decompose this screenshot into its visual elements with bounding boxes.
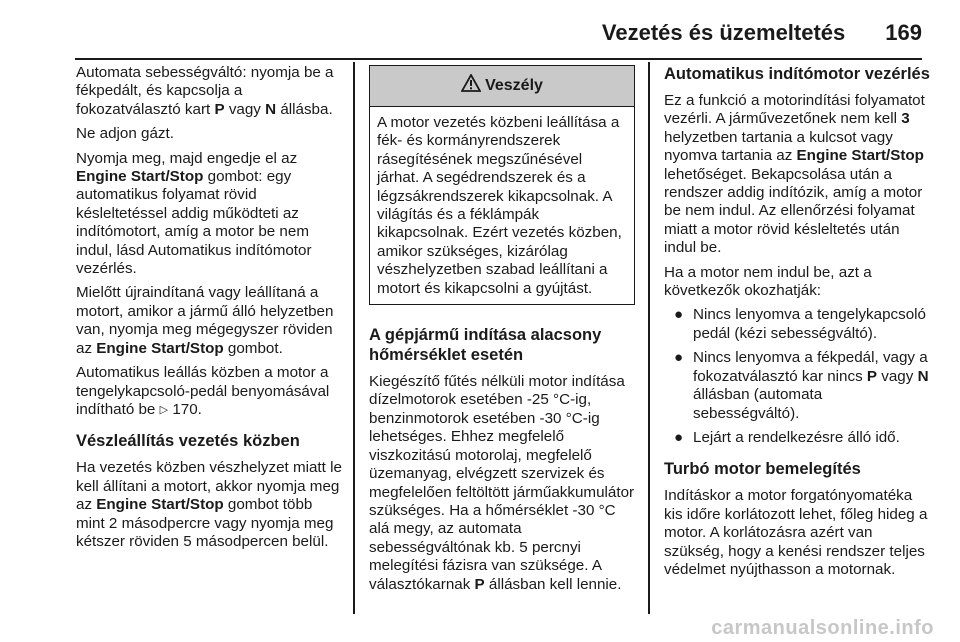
paragraph: Automata sebességváltó: nyomja be a fékpedált, és kapcsolja a fokozatválasztó kart P vagy N állásba. bbox=[76, 64, 334, 118]
list-item: ● Nincs lenyomva a fékpedál, vagy a fokozatválasztó kar nincs P vagy N állásban (automata sebességváltó). bbox=[674, 349, 929, 422]
danger-header bbox=[370, 66, 634, 107]
list-item: ● Lejárt a rendelkezésre álló idő. bbox=[674, 428, 900, 446]
paragraph: Ha a motor nem indul be, azt a következők okozhatják: bbox=[664, 263, 872, 300]
column-divider-2 bbox=[648, 62, 650, 614]
page-number: 169 bbox=[885, 20, 922, 45]
paragraph: Ez a funkció a motorindítási folyamatot vezérli. A járművezetőnek nem kell 3 helyzetben tartania a kulcsot vagy nyomva tartania az Engine Start/Stop lehetőséget. Bekapcsolása után a rendszer addig indítózik, amíg a motor be nem indul. Az ellenőrzési folyamat miatt a motor rövid késleltetés után indul be. bbox=[664, 92, 925, 257]
paragraph: Ha vezetés közben vészhelyzet miatt le kell állítani a motort, akkor nyomja meg az Engine Start/Stop gombot több mint 2 másodpercre vagy nyomja meg kétszer röviden 5 másodpercen belül. bbox=[76, 459, 342, 550]
paragraph: Kiegészítő fűtés nélküli motor indítása dízelmotorok esetében -25 °C-ig, benzinmotorok esetében -30 °C-ig lehetséges. Ehhez megfelelő viszkozitású motorolaj, megfelelő üzemanyag, elvégzett szervizek és megfelelően feltöltött járműakkumulátor szükséges. Ha a hőmérséklet -30 °C alá megy, az automata sebességváltónak kb. 5 percnyi melegítési fázisra van szüksége. A választókarnak P állásban kell lennie. bbox=[369, 373, 635, 593]
watermark: carmanualsonline.info bbox=[711, 617, 934, 639]
paragraph: Mielőtt újraindítaná vagy leállítaná a motort, amikor a jármű álló helyzetben van, nyomja meg mégegyszer röviden az Engine Start/Stop gombot. bbox=[76, 284, 334, 357]
column-1 bbox=[76, 64, 342, 557]
page-title: Vezetés és üzemeltetés bbox=[601, 20, 846, 45]
page-header bbox=[602, 20, 922, 46]
header-rule bbox=[75, 58, 922, 60]
danger-text: A motor vezetés közbeni leállítása a fék- és kormányrendszerek rásegítésének megszűnésével járhat. A segédrendszerek és a légzsákrendszerek kikapcsolnak. A világítás és a féklámpák kikapcsolnak. Ezért vezetés közben, amikor szükséges, kizárólag vészhelyzetben szabad leállítani a motort és kikapcsolni a gyújtást. bbox=[377, 114, 622, 297]
paragraph: Nyomja meg, majd engedje el az Engine Start/Stop gombot: egy automatikus folyamat rövid késleltetéssel addig működteti az indítómotort, amíg a motor be nem indul, lásd Automatikus indítómotor vezérlés. bbox=[76, 149, 312, 278]
page-reference[interactable]: 170. bbox=[172, 400, 202, 418]
warning-icon bbox=[461, 74, 481, 97]
section-heading: Turbó motor bemelegítés bbox=[664, 460, 861, 479]
section-heading: A gépjármű indítása alacsony hőmérséklet esetén bbox=[369, 326, 602, 365]
cause-list bbox=[664, 306, 930, 447]
section-heading: Vészleállítás vezetés közben bbox=[76, 432, 300, 451]
list-item: ● Nincs lenyomva a tengelykapcsoló pedál (kézi sebességváltó). bbox=[674, 306, 926, 342]
column-3 bbox=[664, 64, 930, 585]
section-heading: Automatikus indítómotor vezérlés bbox=[664, 65, 930, 83]
column-2 bbox=[369, 64, 635, 600]
paragraph: Indításkor a motor forgatónyomatéka kis időre korlátozott lehet, főleg hideg a motor. A korlátozásra azért van szükség, hogy a kenési rendszer teljes védelmet nyújthasson a motornak. bbox=[664, 487, 928, 578]
danger-box bbox=[369, 65, 635, 305]
paragraph: Automatikus leállás közben a motor a tengelykapcsoló-pedál benyomásával indítható be ▷ 170. bbox=[76, 364, 330, 418]
paragraph: Ne adjon gázt. bbox=[76, 125, 174, 143]
page-reference-icon: ▷ bbox=[159, 403, 169, 416]
column-divider-1 bbox=[353, 62, 355, 614]
danger-title: Veszély bbox=[485, 76, 543, 94]
